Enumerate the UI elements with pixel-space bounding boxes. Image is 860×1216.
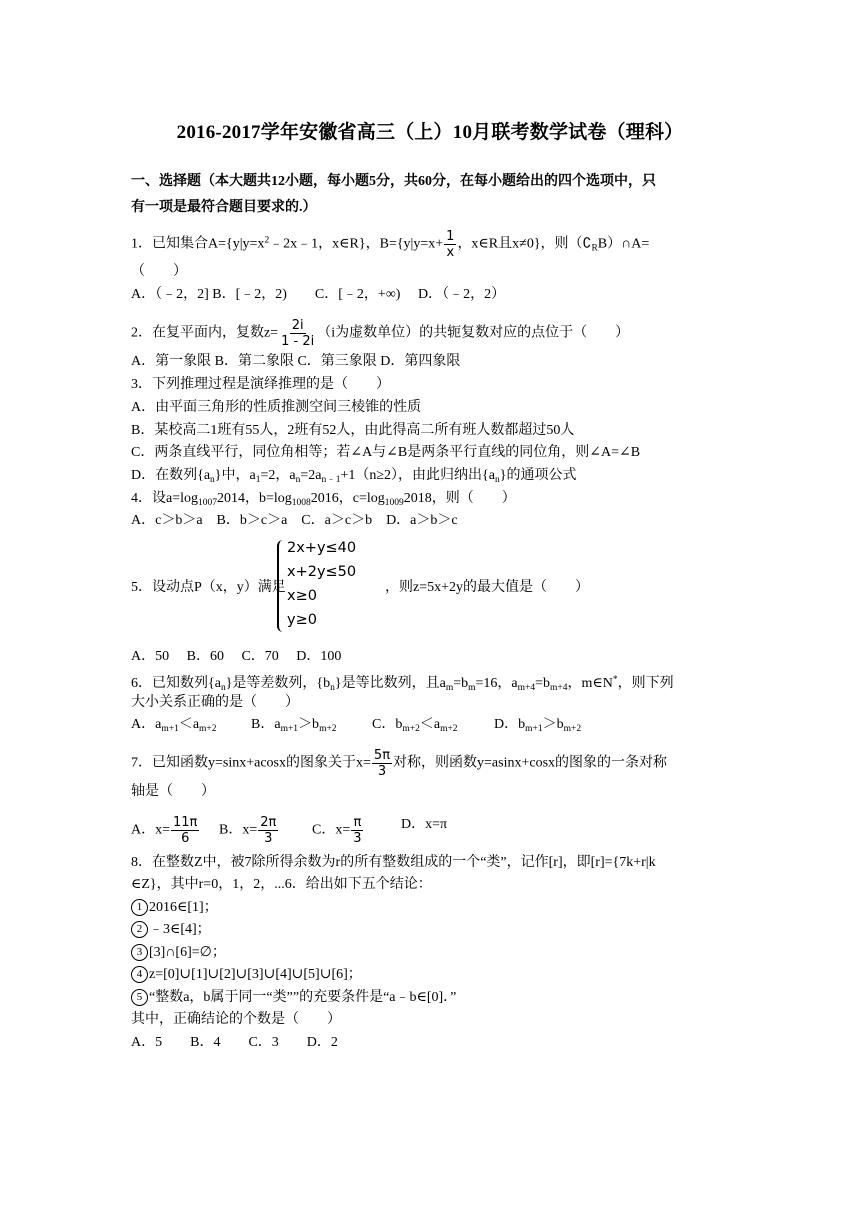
question-7-stem-line2: 轴是（ ）	[131, 784, 215, 799]
fraction-2pi-3: $\frac{2\pi}{3}$	[260, 815, 277, 846]
question-6-option-d: D．$b_{m+1}>b_{m+2}$	[494, 717, 582, 734]
inequality-4: y≥0	[287, 612, 317, 628]
question-3-stem: 3．下列推理过程是演绎推理的是（ ）	[131, 377, 390, 392]
circled-number-4: 4	[131, 966, 148, 983]
fraction-1-over-x: $\frac{1}{x}$	[446, 229, 455, 260]
question-1-stem: 1．已知集合$A=\{y|y=x^2﹣2x﹣1$，x∈R}，B={y|y=x+ $\frac{1}{x}$ ，x∈R且x≠0}，则$(∁_RB)\cap A=$	[131, 229, 650, 260]
conclusion-1: 1 2016∈[1]；	[131, 898, 218, 918]
question-8-stem-line2: ∈Z}，其中r=0，1，2，...6．给出如下五个结论：	[131, 877, 432, 892]
question-3-option-a: A．由平面三角形的性质推测空间三棱锥的性质	[131, 400, 422, 415]
question-8-stem: 8．在整数Z中，被7除所得余数为r的所有整数组成的一个“类”，记作[r]，即[r]={7k+r|k	[131, 855, 656, 870]
question-7-option-a: A．x= $\frac{11\pi}{6}$	[131, 815, 198, 846]
conclusion-4: 4 z=[0]∪[1]∪[2]∪[3]∪[4]∪[5]∪[6]；	[131, 965, 362, 985]
conclusion-2: 2 ﹣3∈[4]；	[131, 920, 211, 940]
question-6-stem: 6．已知数列$\{a_n\}$是等差数列，$\{b_n\}$是等比数列，且$a_m=b_m=16$，$a_{m+4}=b_{m+4}$，m∈N*，则下列	[131, 675, 674, 693]
page-title: 2016-2017学年安徽省高三（上）10月联考数学试卷（理科）	[176, 122, 684, 143]
question-3-option-b: B．某校高二1班有55人，2班有52人，由此得高二所有班人数都超过50人	[131, 423, 575, 438]
section-heading-line1: 一、选择题（本大题共12小题，每小题5分，共60分，在每小题给出的四个选项中，只	[131, 174, 656, 189]
conclusion-5: 5 “整数a，b属于同一“类””的充要条件是“a﹣b∈[0]．”	[131, 988, 456, 1008]
fraction-11pi-6: $\frac{11\pi}{6}$	[173, 815, 198, 846]
circled-number-2: 2	[131, 921, 148, 938]
question-7-option-c: C．x= $\frac{\pi}{3}$	[312, 815, 362, 846]
question-7-stem: 7．已知函数y=sinx+acosx的图象关于x= $\frac{5\pi}{3}$ 对称，则函数y=asinx+cosx的图象的一条对称	[131, 748, 668, 779]
fraction-2i: $\frac{2i}{1 - 2i}$	[281, 318, 315, 349]
question-1-options: A．（﹣2，2] B．[﹣2，2) C．[﹣2，+∞) D．（﹣2，2）	[131, 287, 506, 302]
question-1-blank: （ ）	[131, 264, 187, 279]
question-4-stem: 4．设$a=\log_{1007}2014$，$b=\log_{1008}2016$，$c=\log_{1009}2018$，则（ ）	[131, 491, 516, 508]
inequality-3: x≥0	[287, 588, 317, 604]
circled-number-5: 5	[131, 989, 148, 1006]
question-5-stem-a: 5．设动点P（x，y）满足	[131, 580, 286, 595]
circled-number-1: 1	[131, 899, 148, 916]
question-4-options: A．c＞b＞a B．b＞c＞a C．a＞c＞b D．a＞b＞c	[131, 513, 458, 528]
question-8-ask: 其中，正确结论的个数是（ ）	[131, 1012, 341, 1027]
section-heading-line2: 有一项是最符合题目要求的.）	[131, 200, 317, 215]
question-7-option-b: B．x= $\frac{2\pi}{3}$	[219, 815, 277, 846]
question-6-option-a: A．$a_{m+1}<a_{m+2}$	[131, 717, 217, 734]
left-brace	[277, 540, 283, 632]
question-3-option-d: D．在数列$\{a_n\}$中，$a_1=2$，$a_n=2a_{n﹣1}+1(n\ge 2)$，由此归纳出$\{a_n\}$的通项公式	[131, 468, 577, 485]
question-7-option-d: D．x=π	[401, 817, 448, 832]
inequality-1: 2x+y≤40	[287, 540, 357, 556]
fraction-pi-3: $\frac{\pi}{3}$	[353, 815, 362, 846]
question-6-option-b: B．$a_{m+1}>b_{m+2}$	[251, 717, 337, 734]
question-6-option-c: C．$b_{m+2}<a_{m+2}$	[372, 717, 458, 734]
inequality-2: x+2y≤50	[287, 564, 357, 580]
question-5-stem-b: ，则z=5x+2y的最大值是（ ）	[385, 580, 590, 595]
question-2-stem: 2．在复平面内，复数z= $\frac{2i}{1 - 2i}$ （i为虚数单位）的共轭复数对应的点位于（ ）	[131, 318, 630, 349]
question-3-option-c: C．两条直线平行，同位角相等；若∠A与∠B是两条平行直线的同位角，则∠A=∠B	[131, 445, 641, 460]
question-2-options: A．第一象限 B．第二象限 C．第三象限 D．第四象限	[131, 354, 461, 369]
circled-number-3: 3	[131, 944, 148, 961]
inequality-system	[273, 536, 385, 636]
question-5-options: A．50 B．60 C．70 D．100	[131, 649, 342, 664]
question-8-options: A．5 B．4 C．3 D．2	[131, 1035, 338, 1050]
fraction-5pi-3: $\frac{5\pi}{3}$	[373, 748, 391, 779]
question-6-stem-line2: 大小关系正确的是（ ）	[131, 695, 299, 710]
conclusion-3: 3 [3]∩[6]=∅；	[131, 943, 226, 963]
